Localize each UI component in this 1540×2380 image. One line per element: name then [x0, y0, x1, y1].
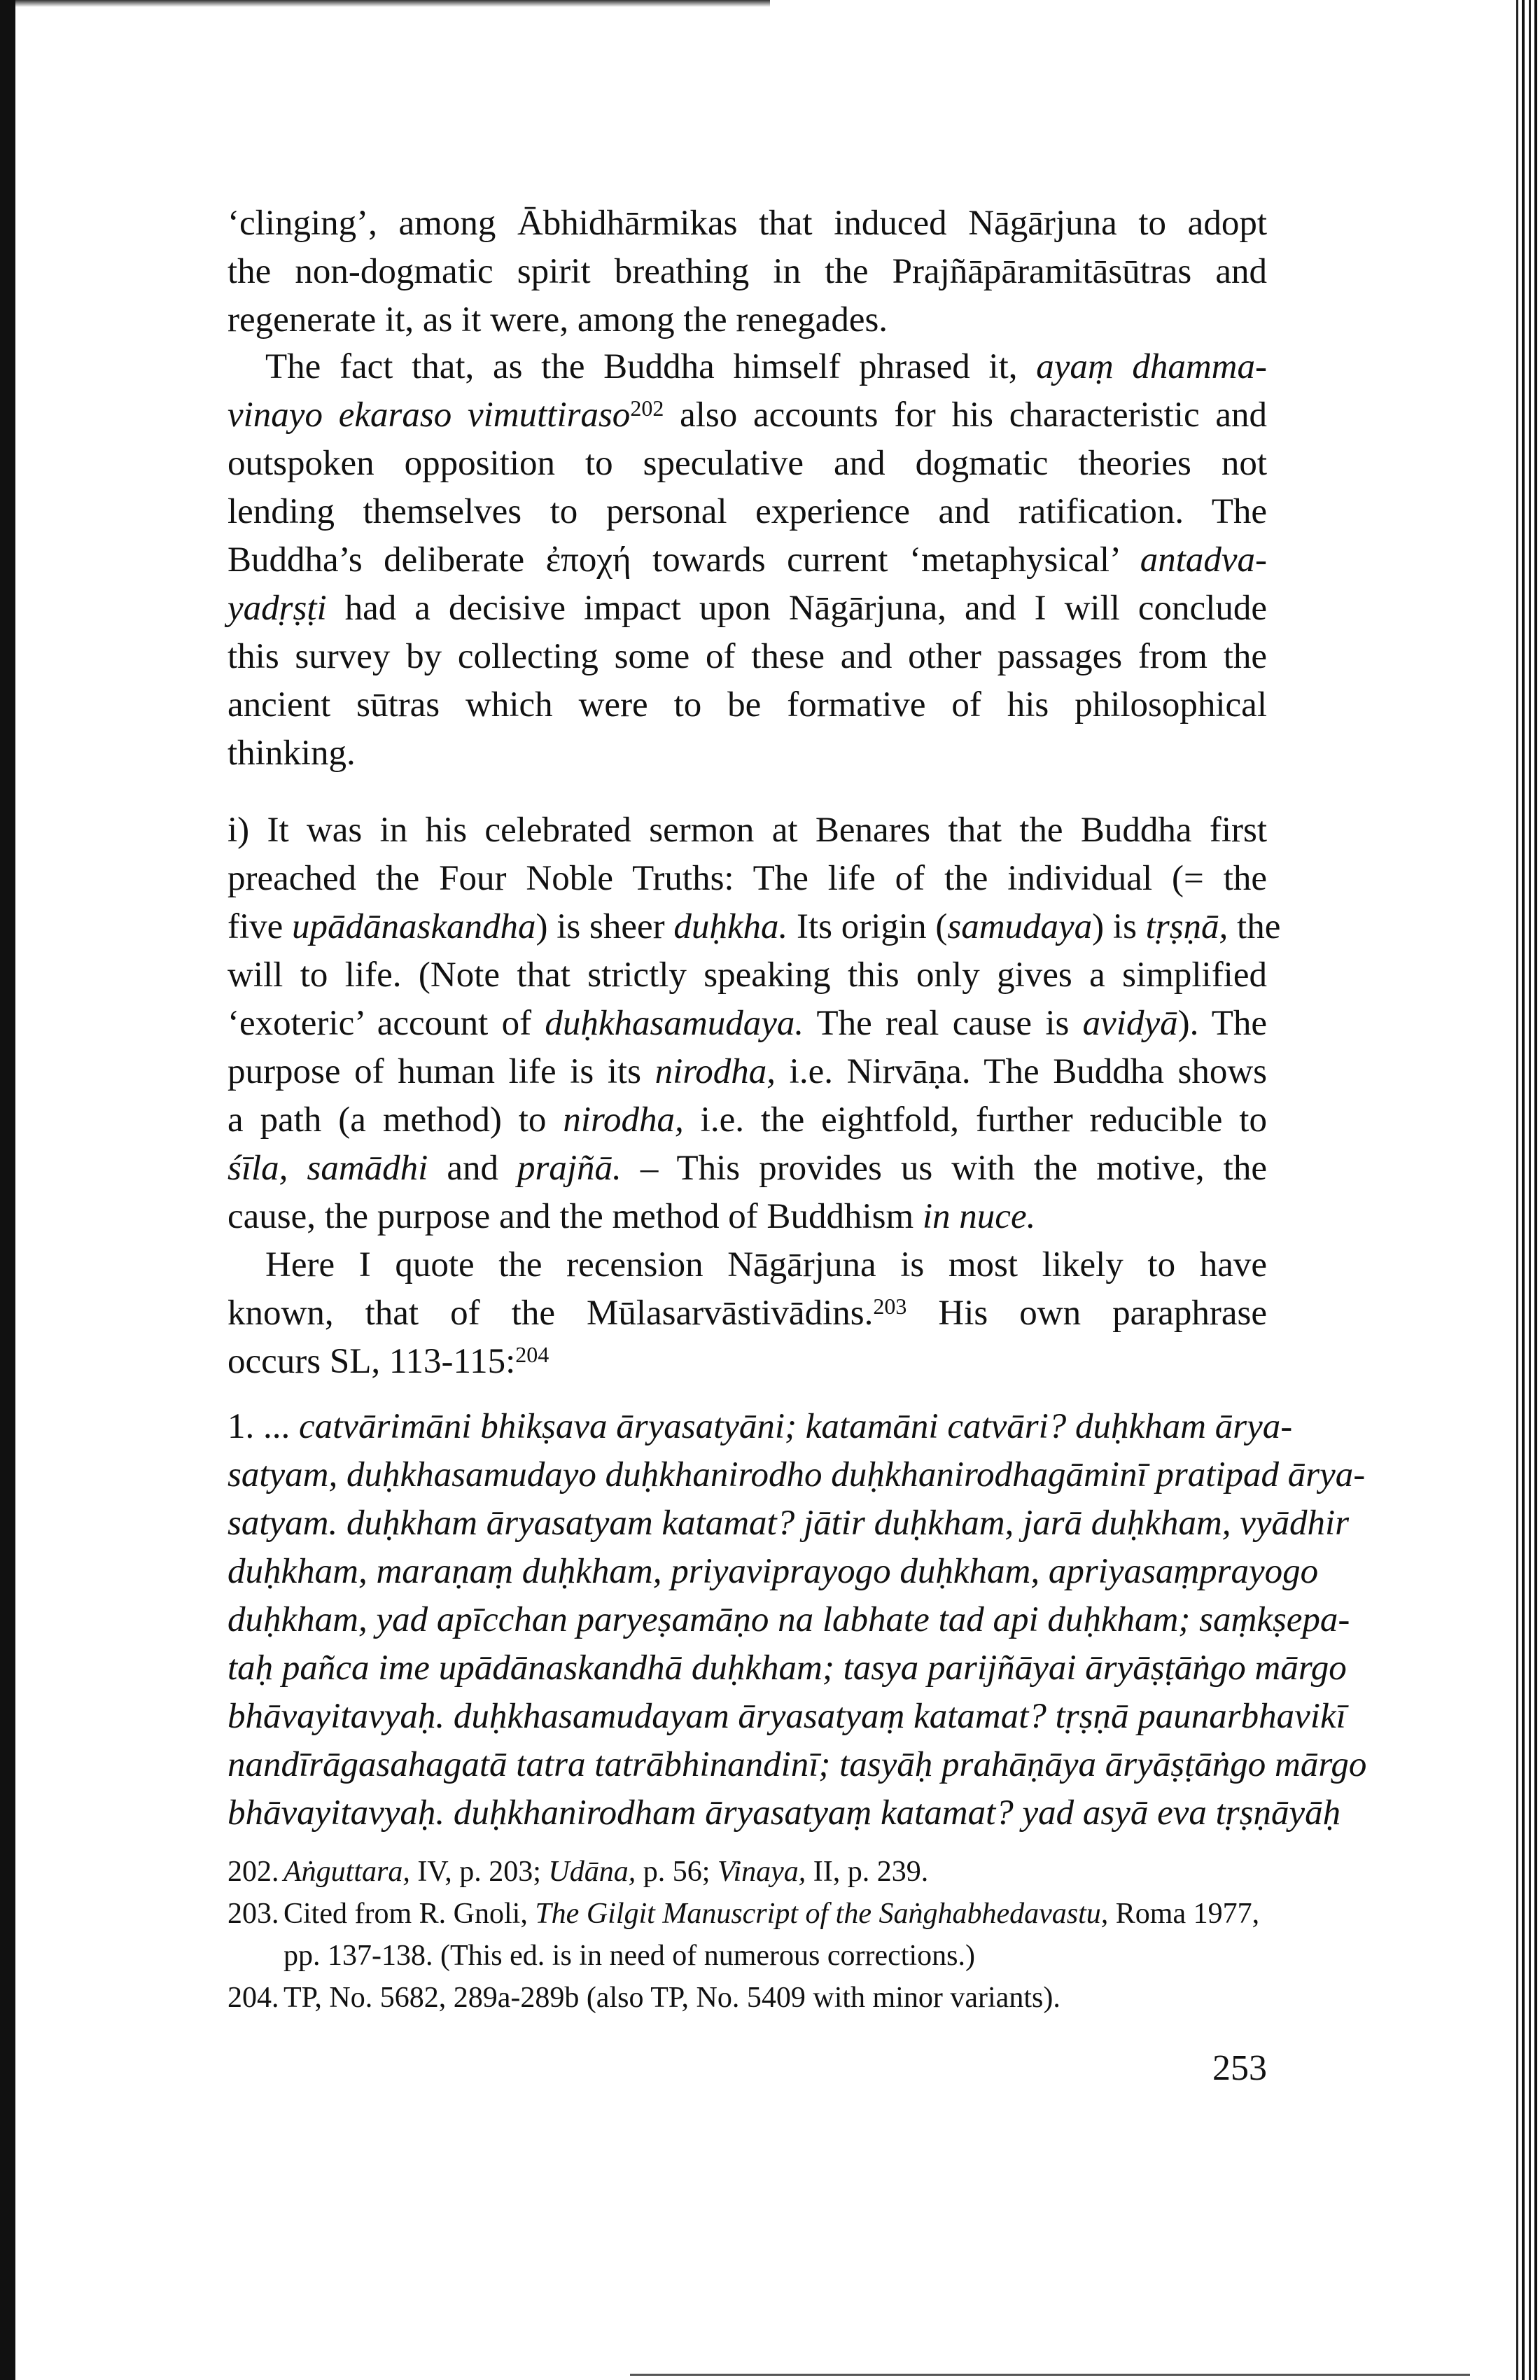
text-line — [227, 1241, 1267, 1289]
italic-text: duḥkham, maraṇaṃ duḥkham, priyaviprayogo duḥkham, apriyasaṃprayogo — [227, 1552, 1319, 1591]
italic-text: ayaṃ dhamma- — [1036, 347, 1267, 386]
text-run: the non-dogmatic spirit breathing in the Prajñāpāramitāsūtras and — [227, 252, 1267, 291]
italic-text: satyam, duḥkhasamudayo duḥkhanirodho duḥkhanirodhagāminī pratipad ārya- — [227, 1455, 1366, 1494]
text-run: ‘exoteric’ account of — [227, 1004, 545, 1043]
text-run: ). The — [1177, 1004, 1267, 1043]
text-run: Roma 1977, pp. 137-138. (This ed. is in need of numerous corrections.) — [284, 1898, 1260, 1972]
text-run: five — [227, 907, 293, 946]
text-line — [227, 1000, 1267, 1048]
text-run: His own paraphrase — [906, 1294, 1267, 1333]
text-line — [227, 1193, 1267, 1241]
text-run: occurs SL, 113-115: — [227, 1342, 516, 1381]
text-run: Cited from R. Gnoli, — [284, 1898, 536, 1930]
text-run: this survey by collecting some of these and other passages from the — [227, 637, 1267, 676]
text-run: Buddha’s deliberate ἐποχή towards current ‘metaphysical’ — [227, 540, 1140, 580]
text-line — [227, 440, 1267, 488]
paragraph-epoche — [227, 343, 1267, 778]
text-line — [227, 1596, 1350, 1644]
text-run: had a decisive impact upon Nāgārjuna, and I will conclude — [326, 589, 1267, 628]
text-line — [227, 633, 1267, 681]
paragraph-recension — [227, 1241, 1267, 1386]
italic-text: tṛṣṇā, — [1145, 907, 1228, 946]
text-run: i) It was in his celebrated sermon at Benares that the Buddha first — [227, 811, 1267, 850]
text-line — [227, 200, 1267, 248]
text-run: 1. ... — [227, 1407, 299, 1446]
text-line — [227, 1048, 1267, 1096]
text-line — [227, 951, 1267, 1000]
text-line — [227, 681, 1267, 729]
italic-text: nirodha, — [654, 1052, 776, 1091]
text-run: The fact that, as the Buddha himself phrased it, — [265, 347, 1037, 386]
text-run: a path (a method) to — [227, 1100, 564, 1140]
footnote-reference[interactable]: 204 — [515, 1342, 550, 1367]
italic-text: satyam. duḥkham āryasatyam katamat? jātir duḥkham, jarā duḥkham, vyādhir — [227, 1504, 1350, 1543]
text-line — [227, 584, 1267, 633]
text-line — [227, 1096, 1267, 1144]
text-run: known, that of the Mūlasarvāstivādins. — [227, 1294, 874, 1333]
italic-text: nirodha, — [563, 1100, 684, 1140]
text-line — [227, 1338, 1267, 1386]
italic-text: duḥkha. — [673, 907, 788, 946]
footnote — [227, 1977, 1267, 2019]
paragraph-continuation — [227, 200, 1267, 344]
text-run: will to life. (Note that strictly speaking this only gives a simplified — [227, 955, 1267, 995]
scan-left-edge — [0, 0, 15, 2380]
italic-text: catvārimāni bhikṣava āryasatyāni; katamāni catvāri? duḥkham ārya- — [299, 1407, 1293, 1446]
text-run: i.e. Nirvāṇa. The Buddha shows — [776, 1052, 1267, 1091]
text-line — [227, 488, 1267, 536]
scan-bottom-edge — [630, 2374, 1470, 2376]
text-line — [227, 1741, 1367, 1789]
text-line — [227, 806, 1267, 855]
italic-text: bhāvayitavyaḥ. duḥkhanirodham āryasatyaṃ katamat? yad asyā eva tṛṣṇāyāḥ — [227, 1793, 1341, 1833]
text-run: – This provides us with the motive, the — [621, 1149, 1267, 1188]
text-line — [227, 1289, 1267, 1338]
text-run: p. 56; — [636, 1856, 718, 1888]
text-run: and — [428, 1149, 518, 1188]
italic-text: duḥkham, yad apīcchan paryeṣamāṇo na labhate tad api duḥkham; saṃkṣepa- — [227, 1600, 1350, 1639]
text-line — [227, 391, 1267, 440]
footnote-number: 204. — [227, 1982, 279, 2014]
text-line — [227, 1499, 1350, 1548]
italic-text: The Gilgit Manuscript of the Saṅghabhedavastu, — [535, 1898, 1109, 1930]
paragraph-four-noble-truths — [227, 806, 1281, 1241]
footnotes — [227, 1851, 1267, 2019]
text-line — [227, 343, 1267, 391]
text-run: The real cause is — [804, 1004, 1083, 1043]
text-run: Its origin ( — [788, 907, 948, 946]
text-line — [227, 248, 1267, 296]
text-run: Here I quote the recension Nāgārjuna is most likely to have — [265, 1245, 1267, 1284]
italic-text: Vinaya, — [717, 1856, 806, 1888]
text-run: ancient sūtras which were to be formative of his philosophical — [227, 685, 1267, 724]
text-run: also accounts for his characteristic and — [664, 396, 1267, 435]
text-run: IV, p. 203; — [410, 1856, 549, 1888]
text-run: ‘clinging’, among Ābhidhārmikas that induced Nāgārjuna to adopt — [227, 204, 1267, 243]
text-run: regenerate it, as it were, among the renegades. — [227, 300, 888, 340]
text-run: lending themselves to personal experience and ratification. The — [227, 492, 1267, 531]
italic-text: nandīrāgasahagatā tatra tatrābhinandinī; tasyāḥ prahāṇāya āryāṣṭāṅgo mārgo — [227, 1745, 1367, 1784]
text-run: i.e. the eightfold, further reducible to — [683, 1100, 1267, 1140]
italic-text: samudaya — [947, 907, 1093, 946]
italic-text: bhāvayitavyaḥ. duḥkhasamudayam āryasatyaṃ katamat? tṛṣṇā paunarbhavikī — [227, 1697, 1346, 1736]
italic-text: vinayo ekaraso vimuttiraso — [227, 396, 631, 435]
italic-text: in nuce. — [922, 1197, 1036, 1236]
text-line — [227, 1548, 1319, 1596]
footnote-reference[interactable]: 202 — [630, 396, 664, 421]
text-line — [227, 296, 1267, 344]
italic-text: antadva- — [1140, 540, 1267, 580]
footnote — [227, 1893, 1267, 1977]
text-line — [227, 903, 1281, 951]
italic-text: Udāna, — [548, 1856, 636, 1888]
text-line — [227, 1144, 1267, 1193]
text-run: the — [1228, 907, 1281, 946]
footnote — [227, 1851, 1267, 1893]
footnote-number: 203. — [227, 1898, 279, 1930]
scan-top-edge — [0, 0, 770, 7]
text-run: outspoken opposition to speculative and dogmatic theories not — [227, 444, 1267, 483]
page-number: 253 — [1212, 2048, 1267, 2088]
text-line — [227, 855, 1267, 903]
italic-text: prajñā. — [517, 1149, 622, 1188]
italic-text: yadṛṣṭi — [227, 589, 327, 628]
text-line — [227, 1644, 1347, 1693]
quote-sanghabhedavastu — [227, 1403, 1367, 1837]
text-line — [227, 1693, 1346, 1741]
text-run: cause, the purpose and the method of Buddhism — [227, 1197, 923, 1236]
italic-text: Aṅguttara, — [284, 1856, 410, 1888]
text-run: TP, No. 5682, 289a-289b (also TP, No. 5409 with minor variants). — [284, 1982, 1060, 2014]
text-line — [227, 1789, 1341, 1837]
text-run: ) is — [1092, 907, 1146, 946]
italic-text: taḥ pañca ime upādānaskandhā duḥkham; tasya parijñāyai āryāṣṭāṅgo mārgo — [227, 1648, 1347, 1688]
text-run: II, p. 239. — [806, 1856, 929, 1888]
text-run: purpose of human life is its — [227, 1052, 655, 1091]
text-run: ) is sheer — [536, 907, 674, 946]
text-run: thinking. — [227, 734, 356, 773]
italic-text: avidyā — [1082, 1004, 1178, 1043]
text-line — [227, 1403, 1293, 1451]
italic-text: upādānaskandha — [292, 907, 536, 946]
italic-text: śīla, samādhi — [227, 1149, 428, 1188]
text-line — [227, 1451, 1366, 1499]
text-line — [227, 729, 1267, 778]
footnote-number: 202. — [227, 1856, 279, 1888]
footnote-reference[interactable]: 203 — [873, 1294, 907, 1319]
text-line — [227, 536, 1267, 584]
italic-text: duḥkhasamudaya. — [545, 1004, 804, 1043]
text-run: preached the Four Noble Truths: The life of the individual (= the — [227, 859, 1267, 898]
book-spine-edge — [1512, 0, 1540, 2380]
